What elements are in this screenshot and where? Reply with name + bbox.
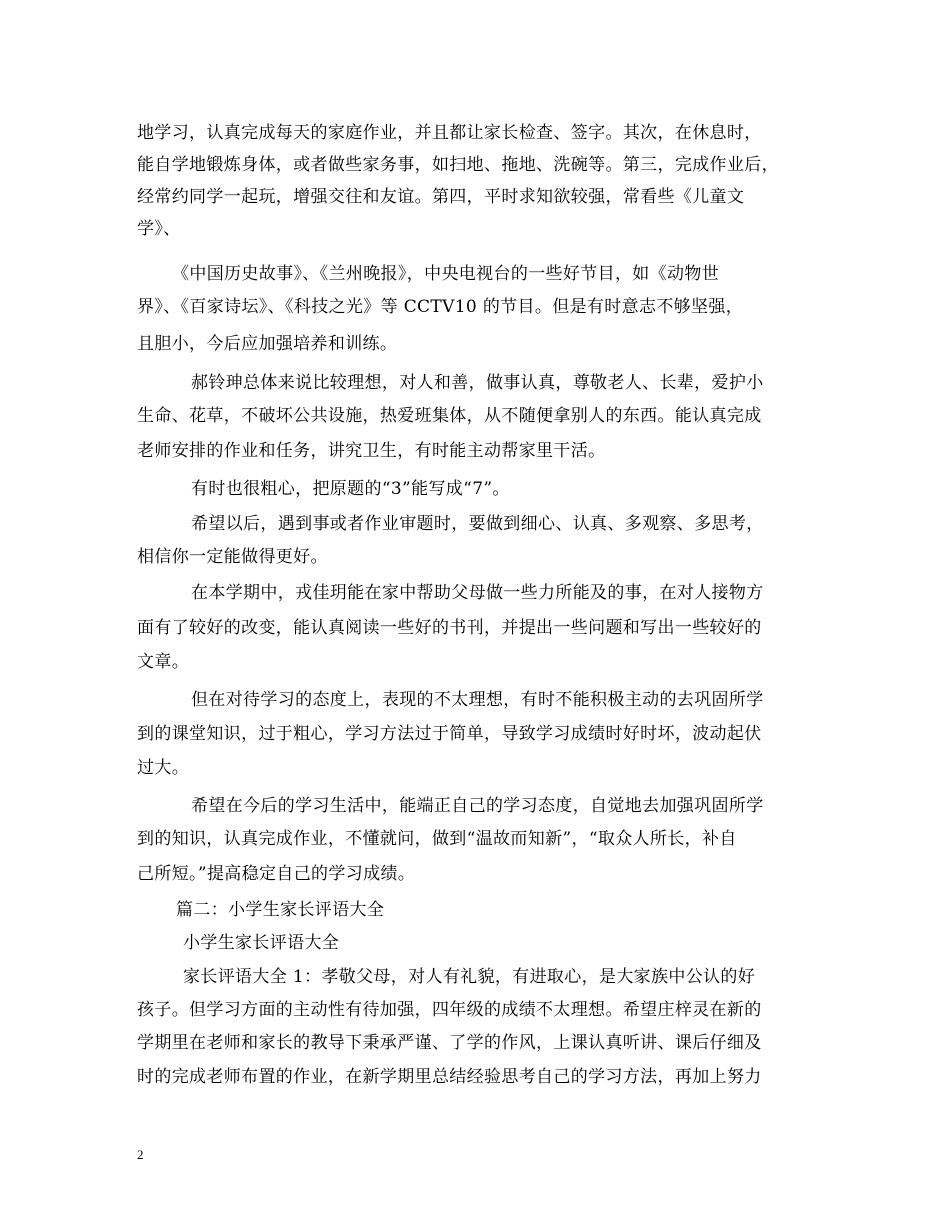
text-line: 家长评语大全 1：孝敬父母，对人有礼貌，有进取心，是大家族中公认的好 (183, 967, 756, 987)
text-line: 希望以后，遇到事或者作业审题时，要做到细心、认真、多观察、多思考， (191, 514, 764, 534)
text-line: 地学习，认真完成每天的家庭作业，并且都让家长检查、签字。其次，在休息时， (137, 123, 762, 143)
text-line: 有时也很粗心，把原题的“3”能写成“7”。 (191, 479, 510, 499)
text-line: 己所短。”提高稳定自己的学习成绩。 (137, 864, 416, 884)
text-line: 希望在今后的学习生活中，能端正自己的学习态度，自觉地去加强巩固所学 (191, 796, 764, 816)
text-line: 面有了较好的改变，能认真阅读一些好的书刊，并提出一些问题和写出一些较好的 (137, 618, 762, 638)
text-line: 孩子。但学习方面的主动性有待加强，四年级的成绩不太理想。希望庄梓灵在新的 (137, 1000, 762, 1020)
text-line: 经常约同学一起玩，增强交往和友谊。第四，平时求知欲较强，常看些《儿童文 (137, 187, 745, 207)
page-number: 2 (137, 1147, 144, 1162)
text-line: 学》、 (137, 219, 181, 239)
text-line: 文章。 (137, 652, 190, 672)
section-subheading: 小学生家长评语大全 (183, 933, 340, 953)
text-line: 到的知识，认真完成作业，不懂就问，做到“温故而知新”，“取众人所长，补自 (137, 829, 737, 849)
text-line: 相信你一定能做得更好。 (137, 547, 328, 567)
text-line: 郝铃珅总体来说比较理想，对人和善，做事认真，尊敬老人、长辈，爱护小 (191, 373, 764, 393)
text-line: 生命、花草，不破坏公共设施，热爱班集体，从不随便拿别人的东西。能认真完成 (137, 406, 762, 426)
text-line: 过大。 (137, 758, 190, 778)
text-line: 时的完成老师布置的作业，在新学期里总结经验思考自己的学习方法，再加上努力 (137, 1067, 762, 1087)
text-line: 《中国历史故事》、《兰州晚报》，中央电视台的一些好节目，如《动物世 (172, 264, 720, 284)
text-line: 在本学期中，戎佳玥能在家中帮助父母做一些力所能及的事，在对人接物方 (191, 583, 764, 603)
text-line: 但在对待学习的态度上，表现的不太理想，有时不能积极主动的去巩固所学 (191, 690, 764, 710)
text-line: 到的课堂知识，过于粗心，学习方法过于简单，导致学习成绩时好时坏，波动起伏 (137, 724, 762, 744)
section-heading: 篇二：小学生家长评语大全 (176, 900, 385, 920)
text-line: 且胆小，今后应加强培养和训练。 (137, 334, 398, 354)
text-line: 能自学地锻炼身体，或者做些家务事，如扫地、拖地、洗碗等。第三，完成作业后， (137, 155, 779, 175)
text-line: 界》、《百家诗坛》、《科技之光》等 CCTV10 的节目。但是有时意志不够坚强， (137, 297, 744, 317)
text-line: 老师安排的作业和任务，讲究卫生，有时能主动帮家里干活。 (137, 441, 606, 461)
text-line: 学期里在老师和家长的教导下秉承严谨、了学的作风，上课认真听讲、课后仔细及 (137, 1033, 762, 1053)
